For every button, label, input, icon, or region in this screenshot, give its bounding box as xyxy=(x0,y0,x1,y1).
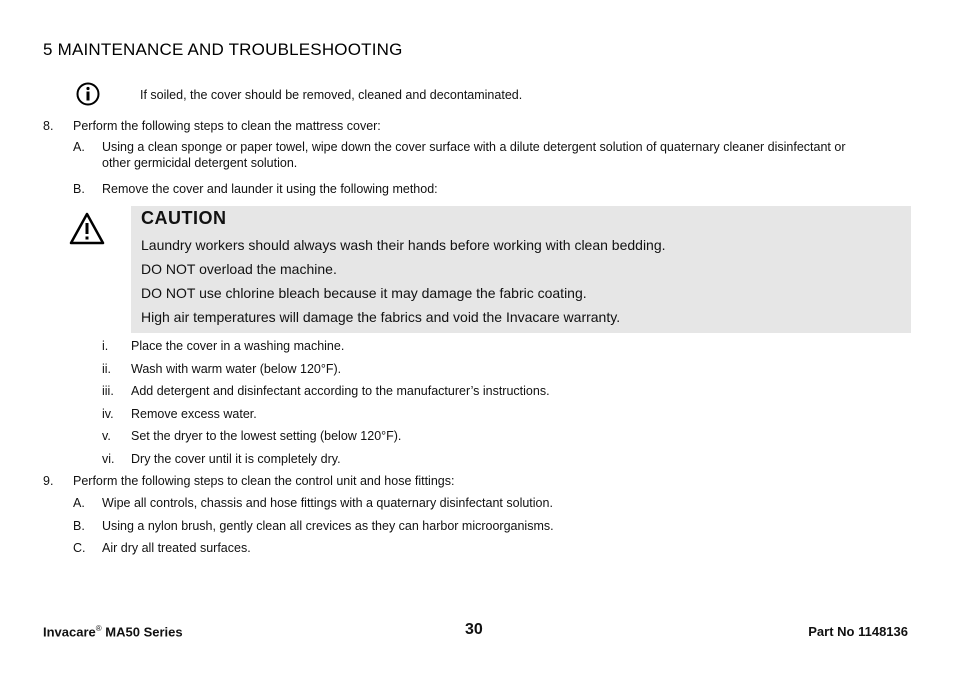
roman-number: iv. xyxy=(102,407,114,421)
sub-text-line: Using a clean sponge or paper towel, wipe down the cover surface with a dilute detergent solution of quaternary cleaner disinfectant or xyxy=(102,140,846,154)
footer-brand: Invacare xyxy=(43,624,96,640)
sub-letter: B. xyxy=(73,519,85,533)
step-number: 8. xyxy=(43,119,54,133)
roman-number: i. xyxy=(102,339,109,353)
roman-text: Set the dryer to the lowest setting (below 120°F). xyxy=(131,429,402,443)
footer-product xyxy=(43,624,183,639)
step-8-sub-b-text: Remove the cover and launder it using the following method: xyxy=(102,182,438,196)
step-text: Perform the following steps to clean the control unit and hose fittings: xyxy=(73,474,455,488)
caution-title: CAUTION xyxy=(141,208,227,228)
roman-text: Wash with warm water (below 120°F). xyxy=(131,362,342,376)
roman-text: Add detergent and disinfectant according to the manufacturer’s instructions. xyxy=(131,384,550,398)
sub-letter: A. xyxy=(73,496,85,510)
caution-line: High air temperatures will damage the fabrics and void the Invacare warranty. xyxy=(141,309,621,325)
sub-text: Air dry all treated surfaces. xyxy=(102,541,251,555)
sub-letter: B. xyxy=(73,182,85,196)
caution-box xyxy=(131,206,911,333)
note-text: If soiled, the cover should be removed, cleaned and decontaminated. xyxy=(140,88,523,102)
step-text: Perform the following steps to clean the mattress cover: xyxy=(73,119,381,133)
roman-number: ii. xyxy=(102,362,112,376)
registered-mark: ® xyxy=(95,624,102,633)
roman-number: iii. xyxy=(102,384,114,398)
sub-letter: C. xyxy=(73,541,86,555)
caution-line: DO NOT use chlorine bleach because it may damage the fabric coating. xyxy=(141,285,587,301)
roman-text: Dry the cover until it is completely dry. xyxy=(131,452,341,466)
footer-series: MA50 Series xyxy=(105,624,183,640)
section-title: 5 MAINTENANCE AND TROUBLESHOOTING xyxy=(43,40,403,59)
caution-line: Laundry workers should always wash their hands before working with clean bedding. xyxy=(141,237,666,253)
roman-text: Remove excess water. xyxy=(131,407,257,421)
sub-letter: A. xyxy=(73,140,85,154)
part-number: Part No 1148136 xyxy=(808,624,908,639)
page-number: 30 xyxy=(465,621,483,638)
caution-line: DO NOT overload the machine. xyxy=(141,261,337,277)
warning-triangle-icon xyxy=(69,212,105,246)
roman-number: v. xyxy=(102,429,111,443)
roman-text: Place the cover in a washing machine. xyxy=(131,339,345,353)
info-icon xyxy=(76,82,100,106)
sub-text-line: other germicidal detergent solution. xyxy=(102,156,298,170)
roman-number: vi. xyxy=(102,452,115,466)
step-number: 9. xyxy=(43,474,54,488)
sub-text: Using a nylon brush, gently clean all crevices as they can harbor microorganisms. xyxy=(102,519,554,533)
step-8-sub-a-text xyxy=(102,139,922,171)
sub-text: Wipe all controls, chassis and hose fittings with a quaternary disinfectant solution. xyxy=(102,496,553,510)
